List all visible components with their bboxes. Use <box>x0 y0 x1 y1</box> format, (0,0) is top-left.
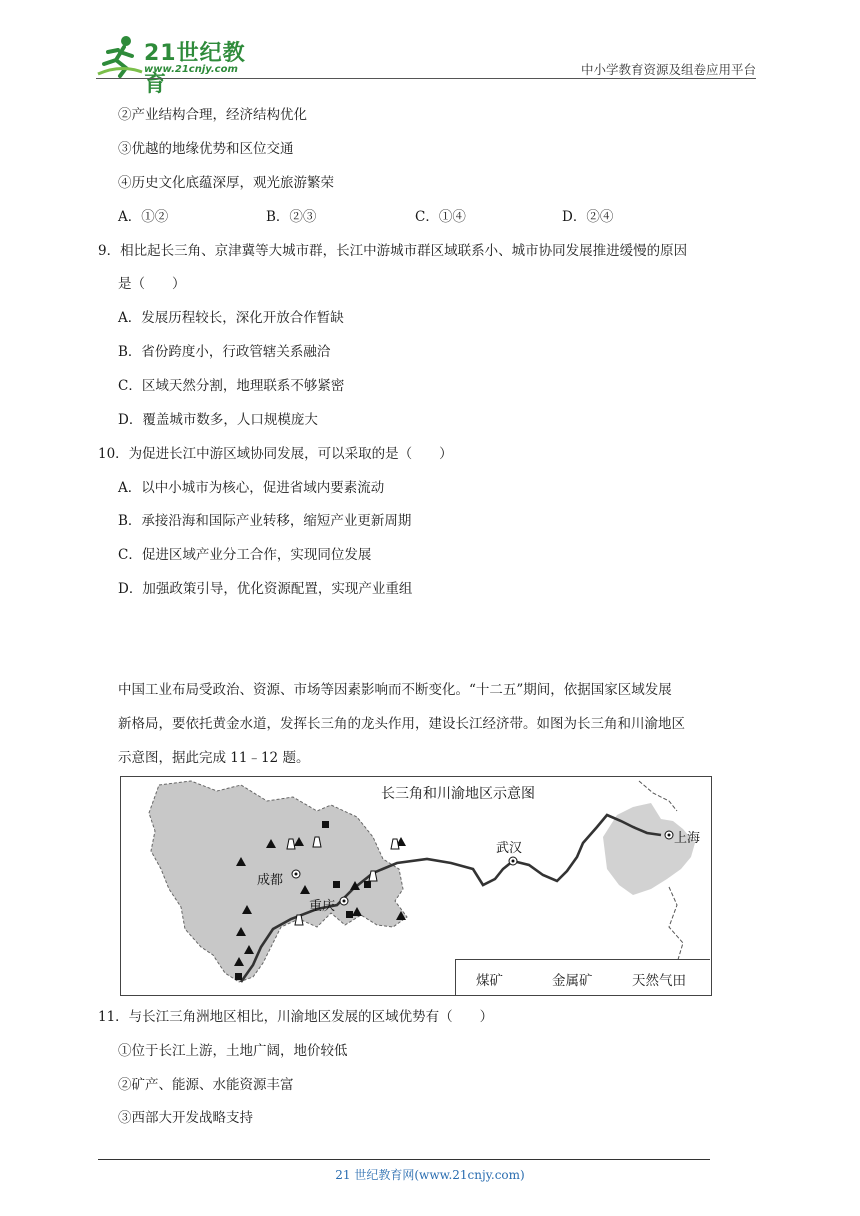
coal-mine-marker <box>333 881 340 888</box>
legend-gas-label: 天然气田 <box>632 973 686 989</box>
city-chengdu: 成都 <box>257 873 284 888</box>
coal-mine-marker <box>346 911 353 918</box>
city-shanghai: 上海 <box>674 831 701 846</box>
q11-item-1: ①位于长江上游，土地广阔，地价较低 <box>118 1043 348 1059</box>
site-logo[interactable] <box>96 34 266 97</box>
city-chongqing: 重庆 <box>309 899 336 914</box>
q8-item-2: ②产业结构合理，经济结构优化 <box>118 107 307 123</box>
q8-option-c[interactable]: C．①④ <box>415 209 466 225</box>
q11-item-3: ③西部大开发战略支持 <box>118 1110 253 1126</box>
passage-line1: 中国工业布局受政治、资源、市场等因素影响而不断变化。“十二五”期间，依据国家区域发展 <box>118 682 672 698</box>
q9-option-d[interactable]: D．覆盖城市数多，人口规模庞大 <box>118 412 318 428</box>
gas-field-marker <box>369 871 377 881</box>
q10-option-b[interactable]: B．承接沿海和国际产业转移，缩短产业更新周期 <box>118 513 412 529</box>
q8-option-d[interactable]: D．②④ <box>562 209 614 225</box>
platform-name: 中小学教育资源及组卷应用平台 <box>580 62 756 77</box>
header-divider <box>96 78 756 79</box>
coal-mine-marker <box>235 973 242 980</box>
legend-coal-label: 煤矿 <box>476 973 503 989</box>
coal-mine-marker <box>322 821 329 828</box>
passage-line2: 新格局，要依托黄金水道，发挥长三角的龙头作用，建设长江经济带。如图为长三角和川渝地区 <box>118 716 685 732</box>
q9-option-c[interactable]: C．区域天然分割，地理联系不够紧密 <box>118 378 345 394</box>
coal-mine-marker <box>364 881 371 888</box>
q9-stem-line2: 是（ ） <box>118 276 186 292</box>
page-header <box>0 0 860 97</box>
footer-divider <box>98 1159 710 1160</box>
q9-option-b[interactable]: B．省份跨度小，行政管辖关系融洽 <box>118 344 331 360</box>
q8-option-a[interactable]: A．①② <box>118 209 169 225</box>
q9-stem-line1: 9．相比起长三角、京津冀等大城市群，长江中游城市群区域联系小、城市协同发展推进缓慢的原因 <box>98 243 688 259</box>
footer-link[interactable]: 21 世纪教育网(www.21cnjy.com) <box>335 1168 525 1182</box>
runner-logo-icon <box>96 34 144 78</box>
q8-option-b[interactable]: B．②③ <box>266 209 317 225</box>
q10-option-c[interactable]: C．促进区域产业分工合作，实现同位发展 <box>118 547 372 563</box>
q8-item-4: ④历史文化底蕴深厚，观光旅游繁荣 <box>118 175 334 191</box>
q10-option-d[interactable]: D．加强政策引导，优化资源配置，实现产业重组 <box>118 581 413 597</box>
q9-option-a[interactable]: A．发展历程较长，深化开放合作暂缺 <box>118 310 344 326</box>
q10-stem: 10．为促进长江中游区域协同发展，可以采取的是（ ） <box>98 446 453 462</box>
q11-item-2: ②矿产、能源、水能资源丰富 <box>118 1077 294 1093</box>
q8-item-3: ③优越的地缘优势和区位交通 <box>118 141 294 157</box>
yangtze-delta-region <box>603 803 695 895</box>
map-title: 长三角和川渝地区示意图 <box>381 786 535 802</box>
logo-url: www.21cnjy.com <box>144 64 238 75</box>
passage-line3: 示意图，据此完成 11﹣12 题。 <box>118 750 310 766</box>
q11-stem: 11．与长江三角洲地区相比，川渝地区发展的区域优势有（ ） <box>98 1009 494 1025</box>
legend-metal-label: 金属矿 <box>552 973 593 989</box>
gas-field-marker <box>313 837 321 847</box>
region-map <box>120 776 712 996</box>
logo-text: 21世纪教育 <box>144 41 246 97</box>
city-wuhan: 武汉 <box>496 841 523 856</box>
gas-field-marker <box>391 839 399 849</box>
gas-field-marker <box>287 839 295 849</box>
map-legend <box>455 959 710 995</box>
q10-option-a[interactable]: A．以中小城市为核心，促进省域内要素流动 <box>118 480 385 496</box>
gas-field-marker <box>295 915 303 925</box>
